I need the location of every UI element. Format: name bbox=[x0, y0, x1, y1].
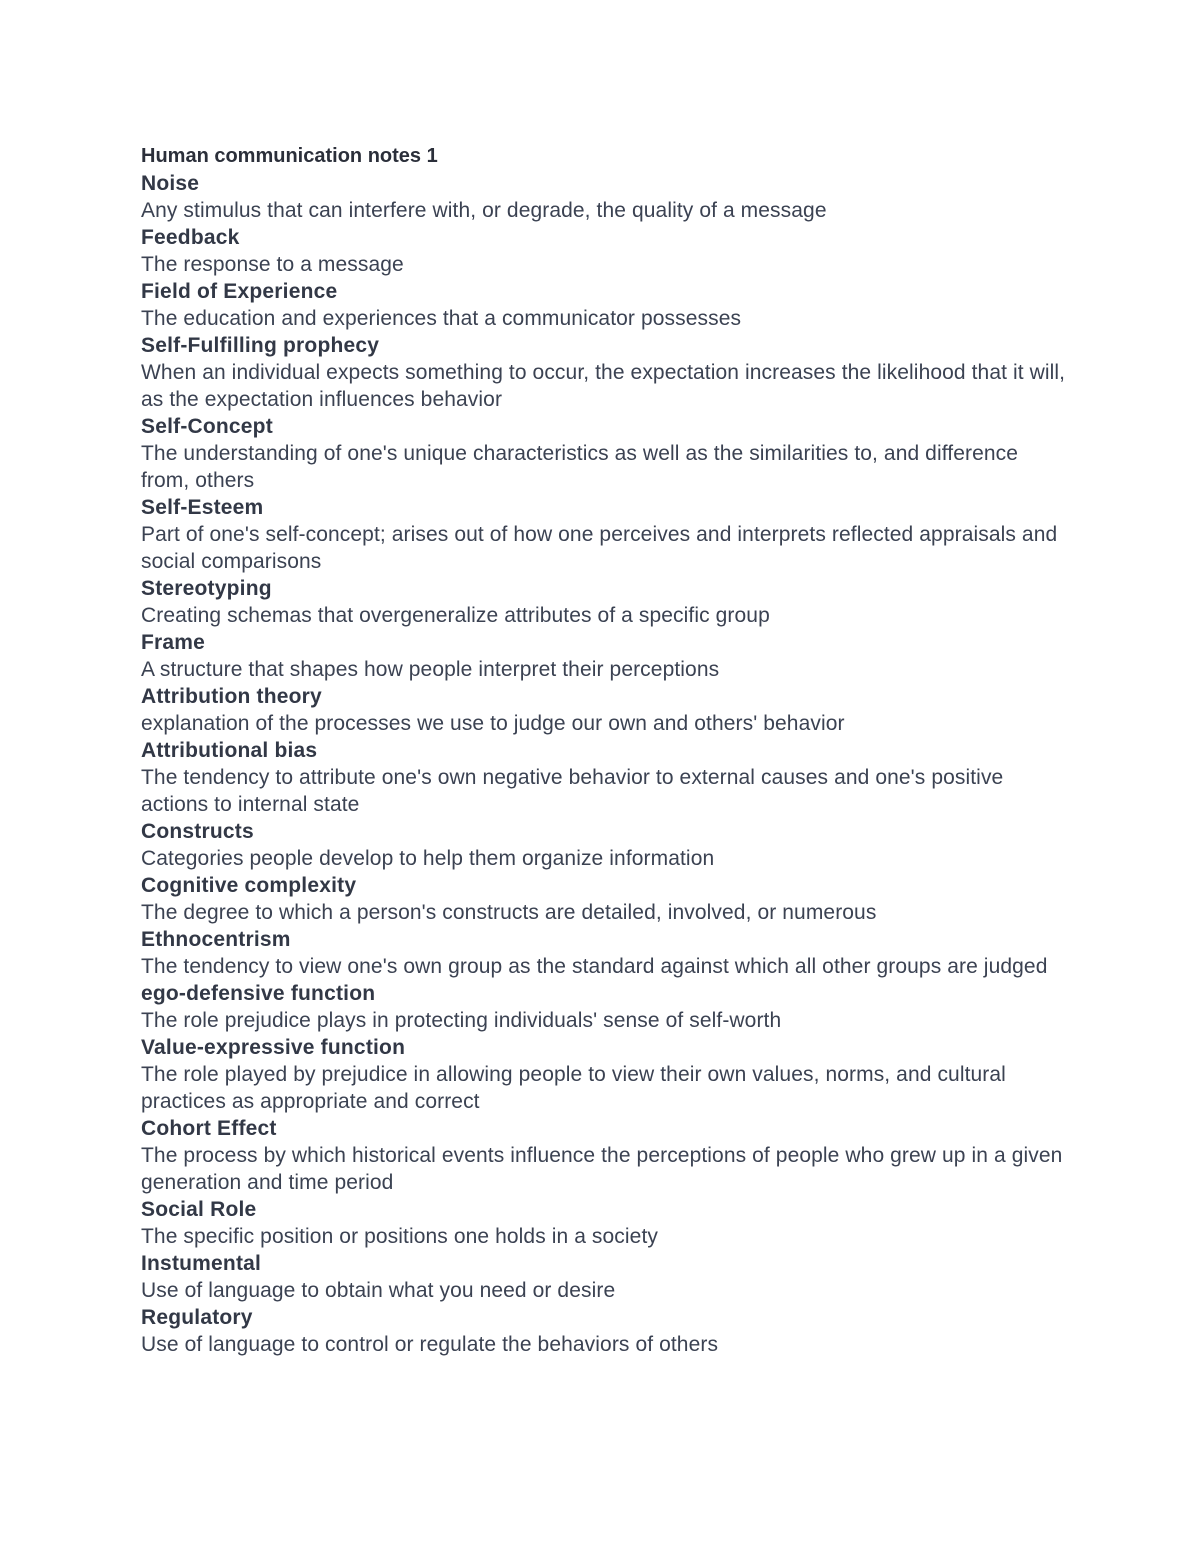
glossary-term: Cognitive complexity bbox=[141, 874, 357, 897]
glossary-entry bbox=[141, 872, 1071, 926]
glossary-term: Attributional bias bbox=[141, 739, 318, 762]
glossary-term: Attribution theory bbox=[141, 685, 322, 708]
glossary-term: Constructs bbox=[141, 820, 254, 843]
glossary-term: Feedback bbox=[141, 226, 240, 249]
glossary-definition: When an individual expects something to occur, the expectation increases the likelihood that it will, as the expectation influences behavior bbox=[141, 361, 1066, 411]
document-title: Human communication notes 1 bbox=[141, 145, 438, 167]
glossary-entry bbox=[141, 170, 1071, 224]
glossary-definition: Creating schemas that overgeneralize attributes of a specific group bbox=[141, 604, 770, 627]
glossary-definition: The tendency to view one's own group as the standard against which all other groups are judged bbox=[141, 955, 1048, 978]
glossary-definition: The role prejudice plays in protecting individuals' sense of self-worth bbox=[141, 1009, 782, 1032]
glossary-definition: The education and experiences that a communicator possesses bbox=[141, 307, 742, 330]
glossary-definition: Categories people develop to help them organize information bbox=[141, 847, 715, 870]
glossary-entry bbox=[141, 224, 1071, 278]
glossary-definition: The specific position or positions one holds in a society bbox=[141, 1225, 658, 1248]
glossary-definition: Part of one's self-concept; arises out of how one perceives and interprets reflected appraisals and social comparisons bbox=[141, 523, 1058, 573]
glossary-definition: Use of language to obtain what you need or desire bbox=[141, 1279, 616, 1302]
glossary-entry bbox=[141, 1034, 1071, 1115]
glossary-term: Stereotyping bbox=[141, 577, 272, 600]
glossary-list bbox=[141, 170, 1071, 1358]
glossary-entry bbox=[141, 737, 1071, 818]
glossary-definition: The response to a message bbox=[141, 253, 404, 276]
glossary-entry bbox=[141, 332, 1071, 413]
glossary-definition: The role played by prejudice in allowing people to view their own values, norms, and cultural practices as appropriate and correct bbox=[141, 1063, 1006, 1113]
glossary-term: Self-Esteem bbox=[141, 496, 264, 519]
glossary-term: Regulatory bbox=[141, 1306, 253, 1329]
glossary-entry bbox=[141, 494, 1071, 575]
glossary-term: Field of Experience bbox=[141, 280, 338, 303]
glossary-term: Frame bbox=[141, 631, 206, 654]
glossary-entry bbox=[141, 683, 1071, 737]
glossary-term: Ethnocentrism bbox=[141, 928, 291, 951]
glossary-definition: The process by which historical events influence the perceptions of people who grew up in a given generation and time period bbox=[141, 1144, 1063, 1194]
glossary-entry bbox=[141, 413, 1071, 494]
glossary-term: Cohort Effect bbox=[141, 1117, 277, 1140]
document-page bbox=[141, 143, 1071, 1358]
glossary-term: Instumental bbox=[141, 1252, 262, 1275]
glossary-entry bbox=[141, 629, 1071, 683]
glossary-entry bbox=[141, 1250, 1071, 1304]
glossary-entry bbox=[141, 278, 1071, 332]
glossary-definition: The tendency to attribute one's own negative behavior to external causes and one's positive actions to internal state bbox=[141, 766, 1004, 816]
glossary-definition: A structure that shapes how people interpret their perceptions bbox=[141, 658, 720, 681]
glossary-term: Value-expressive function bbox=[141, 1036, 406, 1059]
glossary-entry bbox=[141, 1196, 1071, 1250]
glossary-definition: The degree to which a person's constructs are detailed, involved, or numerous bbox=[141, 901, 877, 924]
glossary-term: Social Role bbox=[141, 1198, 257, 1221]
glossary-entry bbox=[141, 1304, 1071, 1358]
glossary-definition: The understanding of one's unique characteristics as well as the similarities to, and difference from, others bbox=[141, 442, 1019, 492]
glossary-entry bbox=[141, 818, 1071, 872]
glossary-entry bbox=[141, 575, 1071, 629]
glossary-term: Self-Fulfilling prophecy bbox=[141, 334, 380, 357]
glossary-term: Self-Concept bbox=[141, 415, 273, 438]
glossary-entry bbox=[141, 926, 1071, 980]
glossary-entry bbox=[141, 980, 1071, 1034]
glossary-entry bbox=[141, 1115, 1071, 1196]
glossary-term: Noise bbox=[141, 172, 200, 195]
glossary-term: ego-defensive function bbox=[141, 982, 376, 1005]
glossary-definition: Use of language to control or regulate the behaviors of others bbox=[141, 1333, 719, 1356]
glossary-definition: explanation of the processes we use to judge our own and others' behavior bbox=[141, 712, 845, 735]
glossary-definition: Any stimulus that can interfere with, or degrade, the quality of a message bbox=[141, 199, 827, 222]
